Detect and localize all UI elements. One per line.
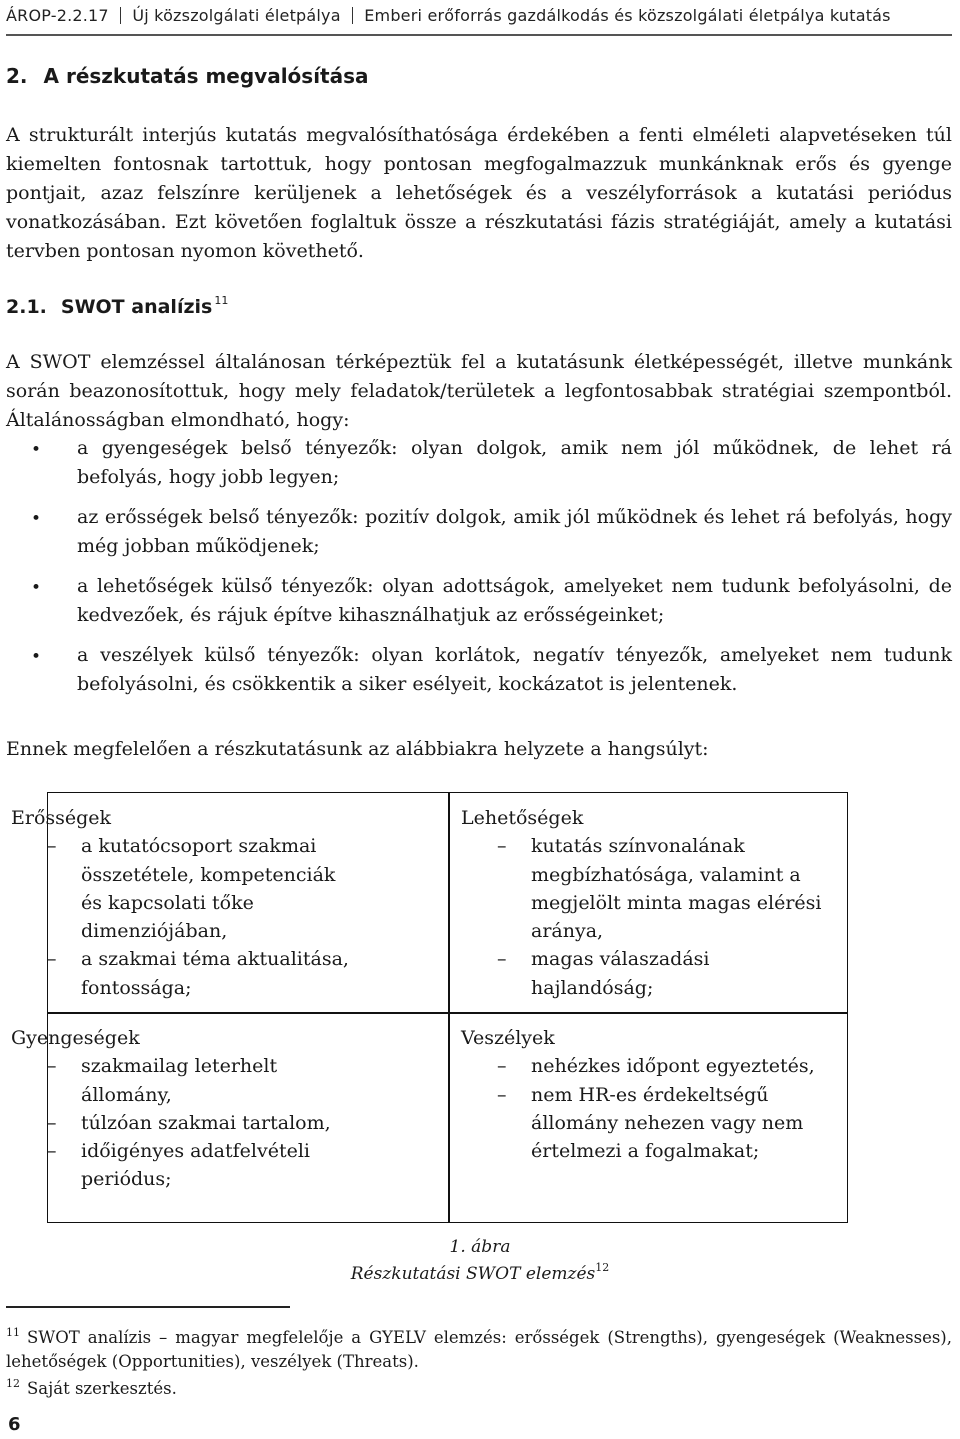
weaknesses-item-line: időigényes adatfelvételi (81, 1140, 310, 1163)
threats-item-line: állomány nehezen vagy nem (531, 1111, 804, 1134)
opportunities-item-line: hajlandóság; (531, 976, 654, 999)
bullet-item (6, 503, 952, 561)
research-topic: Emberi erőforrás gazdálkodás és közszolgálati életpálya kutatás (364, 6, 891, 25)
footnote-12 (6, 1372, 952, 1401)
bullet-dot-icon: • (31, 578, 42, 598)
header-rule (6, 34, 952, 36)
weaknesses-list (11, 1052, 371, 1193)
footnote-number: 11 (6, 1326, 20, 1339)
strengths-item-line: a szakmai téma aktualitása, (81, 948, 349, 971)
dash-icon: – (497, 1083, 507, 1106)
swot-opportunities (461, 804, 841, 1002)
project-code: ÁROP-2.2.17 (6, 6, 109, 25)
footnote-ref-11: 11 (214, 294, 229, 307)
strengths-item (11, 945, 371, 1002)
dash-icon: – (47, 1055, 57, 1078)
weaknesses-item-line: periódus; (81, 1168, 172, 1191)
page-number: 6 (8, 1414, 21, 1435)
opportunities-list (461, 832, 841, 1002)
opportunities-title: Lehetőségek (461, 807, 584, 829)
dash-icon: – (497, 835, 507, 858)
weaknesses-item (11, 1109, 371, 1137)
strengths-title: Erősségek (11, 807, 112, 829)
running-header (6, 6, 956, 25)
opportunities-item-line: megjelölt minta magas elérési (531, 891, 822, 914)
subsection-title: SWOT analízis (60, 296, 213, 318)
opportunities-item (461, 832, 841, 945)
footnote-text: SWOT analízis – magyar megfelelője a GYELV elemzés: erősségek (Strengths), gyengeségek (Weaknesses), lehetőségek (Opportunities), veszélyek (Threats). (6, 1328, 952, 1371)
swot-strengths (11, 804, 371, 1002)
section-title: A részkutatás megvalósítása (43, 64, 369, 88)
weaknesses-item (11, 1137, 371, 1194)
bullet-text: a gyengeségek belső tényezők: olyan dolgok, amik nem jól működnek, de lehet rá befolyás, hogy jobb legyen; (77, 437, 952, 488)
opportunities-item-line: magas válaszadási (531, 948, 710, 971)
opportunities-item-line: aránya, (531, 920, 604, 943)
threats-item (461, 1081, 841, 1166)
strengths-item-line: a kutatócsoport szakmai (81, 835, 317, 858)
threats-item-line: nem HR-es érdekeltségű (531, 1083, 769, 1106)
swot-weaknesses (11, 1024, 371, 1194)
bullet-list (6, 434, 952, 710)
strengths-item (11, 832, 371, 945)
footnote-11 (6, 1321, 952, 1374)
strengths-item-line: fontossága; (81, 976, 192, 999)
dash-icon: – (497, 948, 507, 971)
opportunities-item-line: kutatás színvonalának (531, 835, 745, 858)
program-name: Új közszolgálati életpálya (132, 6, 341, 25)
dash-icon: – (497, 1055, 507, 1078)
swot-threats (461, 1024, 841, 1165)
dash-icon: – (47, 948, 57, 971)
section-heading (6, 64, 369, 88)
opportunities-item (461, 945, 841, 1002)
swot-divider-horizontal (48, 1012, 847, 1014)
threats-item-line: nehézkes időpont egyeztetés, (531, 1055, 815, 1078)
bullet-item (6, 572, 952, 630)
footnote-text: Saját szerkesztés. (27, 1379, 177, 1398)
dash-icon: – (47, 1111, 57, 1134)
strengths-item-line: összetétele, kompetenciák (81, 863, 336, 886)
figure-caption (0, 1261, 960, 1284)
weaknesses-item-line: szakmailag leterhelt (81, 1055, 278, 1078)
bullet-dot-icon: • (31, 509, 42, 529)
dash-icon: – (47, 835, 57, 858)
threats-title: Veszélyek (461, 1027, 555, 1049)
strengths-item-line: és kapcsolati tőke (81, 891, 254, 914)
bullet-dot-icon: • (31, 647, 42, 667)
bullet-dot-icon: • (31, 440, 42, 460)
intro-paragraph: A strukturált interjús kutatás megvalósíthatósága érdekében a fenti elméleti alapvetéseken túl kiemelten fontosnak tartottuk, hogy pontosan megfogalmazzuk munkánknak erős és gyenge pontjait, azaz felszínre kerüljenek a lehetőségek és a veszélyforrások a kutatási periódus vonatkozásában. Ezt követően foglaltuk össze a részkutatási fázis stratégiáját, amely a kutatási tervben pontosan nyomon követhető. (6, 124, 952, 262)
footnote-number: 12 (6, 1377, 20, 1390)
weaknesses-item-line: túlzóan szakmai tartalom, (81, 1111, 331, 1134)
bullet-item (6, 641, 952, 699)
swot-divider-vertical (448, 793, 450, 1222)
opportunities-item-line: megbízhatósága, valamint a (531, 863, 801, 886)
header-separator (352, 7, 354, 24)
threats-list (461, 1052, 841, 1165)
figure-number: 1. ábra (449, 1237, 511, 1257)
weaknesses-item (11, 1052, 371, 1109)
lead-paragraph: Ennek megfelelően a részkutatásunk az alábbiakra helyzete a hangsúlyt: (6, 738, 709, 760)
bullet-item (6, 434, 952, 492)
threats-item (461, 1052, 841, 1080)
section-number: 2. (6, 64, 28, 88)
threats-item-line: értelmezi a fogalmakat; (531, 1140, 760, 1163)
subsection-heading (6, 294, 228, 318)
subsection-number: 2.1. (6, 296, 47, 318)
swot-intro-paragraph: A SWOT elemzéssel általánosan térképeztük fel a kutatásunk életképességét, illetve munkánk során beazonosítottuk, hogy mely feladatok/területek a legfontosabbak stratégiai szempontból. Általánosságban elmondható, hogy: (6, 351, 952, 431)
dash-icon: – (47, 1140, 57, 1163)
figure-caption-text: Részkutatási SWOT elemzés (350, 1264, 596, 1284)
weaknesses-title: Gyengeségek (11, 1027, 140, 1049)
footnote-ref-12: 12 (595, 1261, 610, 1274)
bullet-text: a veszélyek külső tényezők: olyan korlátok, negatív tényezők, amelyeket nem tudunk befolyásolni, és csökkentik a siker esélyeit, kockázatot is jelentenek. (77, 644, 952, 695)
weaknesses-item-line: állomány, (81, 1083, 172, 1106)
bullet-text: az erősségek belső tényezők: pozitív dolgok, amik jól működnek és lehet rá befolyás, hogy még jobban működjenek; (77, 506, 952, 557)
bullet-text: a lehetőségek külső tényezők: olyan adottságok, amelyeket nem tudunk befolyásolni, de kedvezőek, és rájuk építve kihasználhatjuk az erősségeinket; (77, 575, 952, 626)
strengths-list (11, 832, 371, 1002)
footnote-rule (6, 1306, 290, 1308)
header-separator (120, 7, 122, 24)
strengths-item-line: dimenziójában, (81, 920, 228, 943)
